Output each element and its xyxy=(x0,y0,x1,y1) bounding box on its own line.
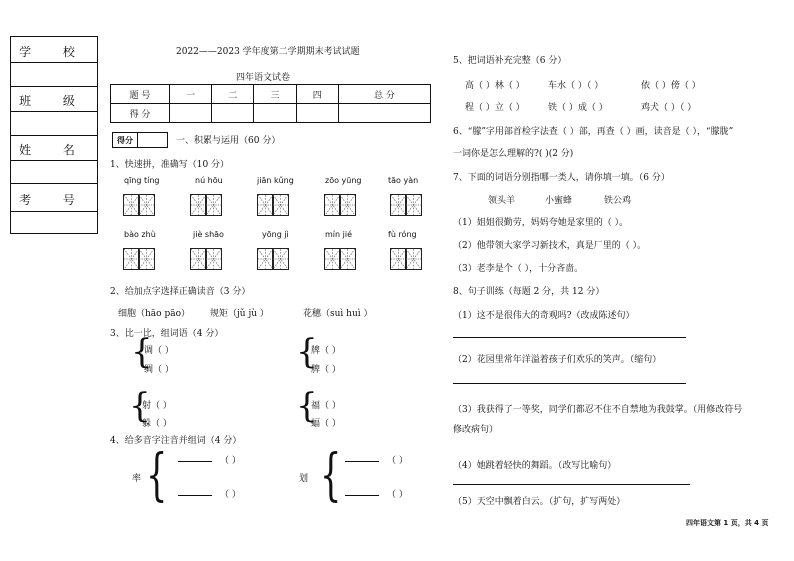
q8-item: （4）她跳着轻快的舞蹈。（改写比喻句） xyxy=(453,461,617,471)
q3-item: 福（ ） xyxy=(311,401,341,411)
q7-item: （1）姐姐很勤劳，妈妈夸她是家里的（ ）。 xyxy=(453,218,629,228)
name-field[interactable] xyxy=(11,160,97,161)
q8-item: （1）这不是很伟大的奇观吗?（改成陈述句） xyxy=(453,311,635,321)
exam-number-field[interactable] xyxy=(11,211,97,212)
tianzige-box[interactable] xyxy=(272,194,289,216)
q7-title: 7、下面的词语分别指哪一类人，请你填一填。（6 分） xyxy=(453,173,670,183)
pinyin: mín jié xyxy=(325,230,352,239)
tianzige-box[interactable] xyxy=(205,194,222,216)
word-blank: （ ） xyxy=(220,456,241,466)
defen-label: 得分 xyxy=(113,133,138,147)
q5-item: 鸡犬（ ）（ ） xyxy=(641,103,697,113)
score-cell[interactable] xyxy=(254,104,296,123)
word-blank: （ ） xyxy=(387,456,408,466)
q4-title: 4、给多音字注音并组词（4 分） xyxy=(110,436,242,446)
pinyin-blank[interactable] xyxy=(345,495,379,496)
q2-item: 花穗（suì huì ） xyxy=(303,309,373,319)
score-header-cell: 总 分 xyxy=(338,85,430,104)
q7-word: 小蜜蜂 xyxy=(545,196,573,206)
q8-title: 8、句子训练（每题 2 分，共 12 分） xyxy=(453,287,605,297)
pinyin: jiè shāo xyxy=(193,230,224,239)
q7-word: 领头羊 xyxy=(488,196,516,206)
answer-line[interactable] xyxy=(453,337,686,338)
q2-item: 规矩（jǔ jù ） xyxy=(210,309,269,319)
pinyin-blank[interactable] xyxy=(178,495,212,496)
brace-icon: { xyxy=(146,443,168,508)
pinyin-blank[interactable] xyxy=(345,461,379,462)
score-row-label: 得 分 xyxy=(111,104,170,123)
pinyin: fù róng xyxy=(388,230,417,239)
page-footer: 四年语文第 1 页，共 4 页 xyxy=(686,519,769,527)
brace-icon: { xyxy=(129,386,151,426)
polyphone-char: 划 xyxy=(299,474,309,484)
pinyin: yōng jì xyxy=(262,230,289,239)
tianzige-box[interactable] xyxy=(205,248,222,270)
q8-item: （3）我获得了一等奖，同学们都忍不住不自禁地为我鼓掌。（用修改符号 xyxy=(453,405,743,415)
q8-item: （2）花园里常年洋溢着孩子们欢乐的笑声。（缩句） xyxy=(453,355,662,365)
q5-item: 程（ ）立（ ） xyxy=(465,103,525,113)
score-cell[interactable] xyxy=(212,104,254,123)
class-field[interactable] xyxy=(11,111,97,112)
q2-title: 2、给加点字选择正确读音（3 分） xyxy=(110,287,251,297)
score-header-cell: 题 号 xyxy=(111,85,170,104)
q3-item: 脾（ ） xyxy=(311,365,341,375)
brace-icon: { xyxy=(296,332,318,372)
q3-item: 牌（ ） xyxy=(311,346,341,356)
score-table xyxy=(110,84,431,123)
section-1-title: 一、积累与运用（60 分） xyxy=(176,136,281,146)
brace-icon: { xyxy=(320,443,342,508)
score-cell[interactable] xyxy=(170,104,212,123)
tianzige-box[interactable] xyxy=(138,194,155,216)
q5-item: 高（ ）林（ ） xyxy=(465,81,525,91)
pinyin-blank[interactable] xyxy=(178,461,212,462)
q3-item: 绸（ ） xyxy=(144,365,174,375)
word-blank: （ ） xyxy=(220,490,241,500)
q2-item: 细胞（hāo pāo） xyxy=(118,309,190,319)
answer-line[interactable] xyxy=(453,484,690,485)
q5-item: 铁（ ）成（ ） xyxy=(548,103,608,113)
score-cell[interactable] xyxy=(296,104,338,123)
pinyin: tāo yàn xyxy=(388,176,419,185)
score-header-cell: 三 xyxy=(254,85,296,104)
tianzige-box[interactable] xyxy=(405,194,422,216)
tianzige-box[interactable] xyxy=(339,248,356,270)
score-cell[interactable] xyxy=(338,104,430,123)
tianzige-box[interactable] xyxy=(339,194,356,216)
q8-item: （5）天空中飘着白云。（扩句，扩写两处） xyxy=(453,497,626,507)
pinyin: qīng tíng xyxy=(124,176,160,185)
pinyin: bào zhù xyxy=(124,230,156,239)
q8-item: 修改病句） xyxy=(453,425,499,435)
pinyin: zōo yūng xyxy=(325,176,362,185)
polyphone-char: 率 xyxy=(132,474,142,484)
exam-number-label: 考 号 xyxy=(19,193,89,207)
q5-item: 车水（ ）（ ） xyxy=(548,81,604,91)
q3-item: 调（ ） xyxy=(144,346,174,356)
exam-title: 2022——2023 学年度第二学期期末考试试题 xyxy=(176,47,360,57)
q6-line-1: 6、“朦”字用部首检字法查（ ）部，再查（ ）画，读音是（ ），“朦胧” xyxy=(453,127,734,137)
q3-item: 躲（ ） xyxy=(142,419,172,429)
q7-item: （2）他带领大家学习新技术，真是厂里的（ ）。 xyxy=(453,241,647,251)
tianzige-box[interactable] xyxy=(405,248,422,270)
name-label: 姓 名 xyxy=(19,143,89,157)
q6-line-2: 一词你是怎么理解的?( )(2 分) xyxy=(453,149,574,159)
exam-subtitle: 四年语文试卷 xyxy=(236,73,291,83)
score-header-cell: 一 xyxy=(170,85,212,104)
q5-title: 5、把词语补充完整（6 分） xyxy=(453,56,567,66)
q7-word: 铁公鸡 xyxy=(604,196,632,206)
q3-title: 3、比一比，组词语（4 分） xyxy=(110,329,224,339)
defen-box xyxy=(112,132,168,148)
q1-title: 1、快速拼，准确写（10 分） xyxy=(110,160,230,170)
word-blank: （ ） xyxy=(387,490,408,500)
pinyin: nú hōu xyxy=(195,176,223,185)
brace-icon: { xyxy=(131,332,153,372)
q7-item: （3）老李是个（ ），十分吝啬。 xyxy=(453,264,584,274)
q5-item: 依（ ）傍（ ） xyxy=(641,81,701,91)
score-header-cell: 二 xyxy=(212,85,254,104)
class-label: 班 级 xyxy=(19,94,89,108)
pinyin: jiān kǔng xyxy=(257,176,294,185)
answer-line[interactable] xyxy=(453,383,686,384)
q3-item: 蝠（ ） xyxy=(311,419,341,429)
student-info-table xyxy=(10,36,98,234)
school-label: 学 校 xyxy=(19,45,89,59)
score-header-cell: 四 xyxy=(296,85,338,104)
tianzige-box[interactable] xyxy=(138,248,155,270)
q3-item: 射（ ） xyxy=(142,401,172,411)
tianzige-box[interactable] xyxy=(272,248,289,270)
school-field[interactable] xyxy=(11,62,97,63)
brace-icon: { xyxy=(296,386,318,426)
